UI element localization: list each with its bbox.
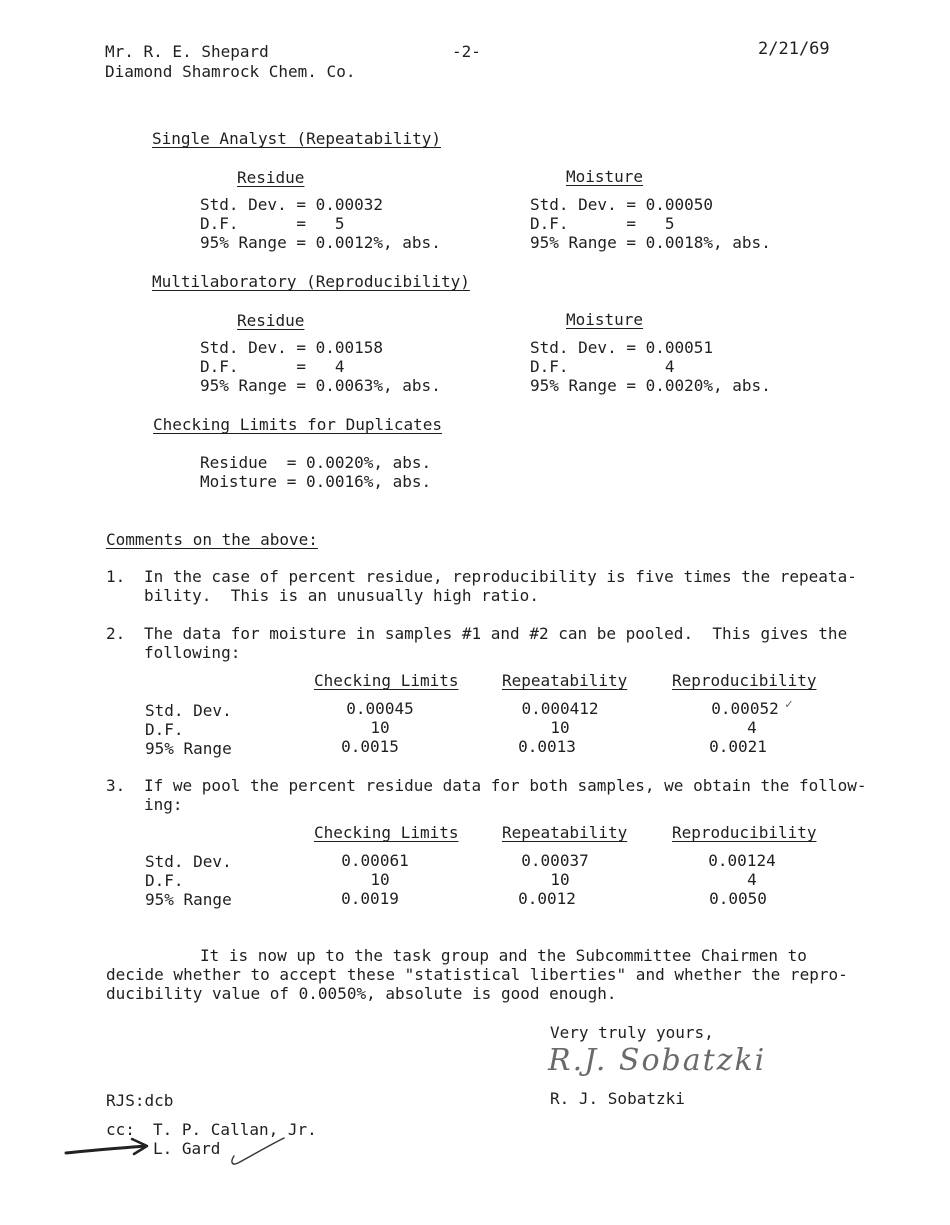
table-cell: 10: [550, 870, 570, 889]
multilab-residue-range: 95% Range = 0.0063%, abs.: [200, 376, 441, 395]
handwritten-signature: R.J. Sobatzki: [548, 1043, 767, 1078]
table-cell: 10: [370, 718, 390, 737]
multilab-moisture-title: Moisture: [566, 310, 644, 329]
multilab-residue-title: Residue: [237, 311, 305, 330]
table-cell: 0.0021: [709, 737, 767, 756]
multilab-moisture-std-dev: Std. Dev. = 0.00051: [530, 338, 714, 357]
multilab-moisture-df: D.F. 4: [530, 357, 675, 376]
page-number: -2-: [452, 42, 481, 61]
table-header: Repeatability: [502, 823, 628, 842]
table-cell: 10: [550, 718, 570, 737]
cc-recipient-1: T. P. Callan, Jr.: [153, 1120, 317, 1139]
table-cell: 0.0015: [341, 737, 399, 756]
single-moisture-df: D.F. = 5: [530, 214, 675, 233]
table-header: Reproducibility: [672, 671, 817, 690]
single-residue-range: 95% Range = 0.0012%, abs.: [200, 233, 441, 252]
single-moisture-std-dev: Std. Dev. = 0.00050: [530, 195, 714, 214]
table-cell: 0.000412: [521, 699, 599, 718]
table-header: Checking Limits: [314, 823, 459, 842]
table-cell: 0.0050: [709, 889, 767, 908]
typist-initials: RJS:dcb: [106, 1091, 174, 1110]
table-cell: 4: [747, 718, 757, 737]
single-analyst-heading: Single Analyst (Repeatability): [152, 129, 441, 148]
recipient-company: Diamond Shamrock Chem. Co.: [105, 62, 356, 81]
comment-2-line-2: following:: [144, 643, 241, 662]
letter-date: 2/21/69: [758, 39, 830, 59]
comment-1-line-1: In the case of percent residue, reproducibility is five times the repeata-: [144, 567, 857, 586]
single-moisture-range: 95% Range = 0.0018%, abs.: [530, 233, 771, 252]
table-header: Reproducibility: [672, 823, 817, 842]
table-cell: 0.0019: [341, 889, 399, 908]
checking-limits-heading: Checking Limits for Duplicates: [153, 415, 442, 434]
single-residue-df: D.F. = 5: [200, 214, 345, 233]
closing-line-1: It is now up to the task group and the Subcommittee Chairmen to: [200, 946, 807, 965]
salutation: Very truly yours,: [550, 1023, 714, 1042]
comment-3-number: 3.: [106, 776, 126, 795]
table-cell: 0.00037: [521, 851, 589, 870]
table-cell: 4: [747, 870, 757, 889]
closing-line-2: decide whether to accept these "statistical liberties" and whether the repro-: [106, 965, 848, 984]
table-header: Checking Limits: [314, 671, 459, 690]
multilab-moisture-range: 95% Range = 0.0020%, abs.: [530, 376, 771, 395]
comments-heading: Comments on the above:: [106, 530, 318, 549]
cc-label: cc:: [106, 1120, 135, 1139]
hand-drawn-arrow-icon: [62, 1136, 152, 1160]
table-cell: 0.00124: [708, 851, 776, 870]
comment-3-line-2: ing:: [144, 795, 183, 814]
multilab-residue-df: D.F. = 4: [200, 357, 345, 376]
closing-line-3: ducibility value of 0.0050%, absolute is good enough.: [106, 984, 617, 1003]
comment-1-line-2: bility. This is an unusually high ratio.: [144, 586, 539, 605]
checking-limits-moisture: Moisture = 0.0016%, abs.: [200, 472, 432, 491]
row-label: D.F.: [145, 720, 184, 739]
typed-name: R. J. Sobatzki: [550, 1089, 685, 1108]
row-label: 95% Range: [145, 890, 232, 909]
table-header: Repeatability: [502, 671, 628, 690]
table-cell: 0.0012: [518, 889, 576, 908]
table-cell: 0.00045: [346, 699, 414, 718]
comment-1-number: 1.: [106, 567, 126, 586]
multilab-residue-std-dev: Std. Dev. = 0.00158: [200, 338, 384, 357]
table-cell: 0.00061: [341, 851, 409, 870]
hand-drawn-check-icon: [226, 1136, 288, 1168]
table-cell: 0.0013: [518, 737, 576, 756]
row-label: D.F.: [145, 871, 184, 890]
comment-3-line-1: If we pool the percent residue data for both samples, we obtain the follow-: [144, 776, 867, 795]
single-residue-std-dev: Std. Dev. = 0.00032: [200, 195, 384, 214]
comment-2-number: 2.: [106, 624, 126, 643]
recipient-name: Mr. R. E. Shepard: [105, 42, 269, 61]
check-mark-icon: ✓: [785, 697, 793, 712]
checking-limits-residue: Residue = 0.0020%, abs.: [200, 453, 432, 472]
table-cell: 10: [370, 870, 390, 889]
single-moisture-title: Moisture: [566, 167, 644, 186]
row-label: Std. Dev.: [145, 701, 232, 720]
multilab-heading: Multilaboratory (Reproducibility): [152, 272, 470, 291]
cc-recipient-2: L. Gard: [153, 1139, 221, 1158]
single-residue-title: Residue: [237, 168, 305, 187]
row-label: Std. Dev.: [145, 852, 232, 871]
comment-2-line-1: The data for moisture in samples #1 and #2 can be pooled. This gives the: [144, 624, 848, 643]
table-cell: 0.00052: [711, 699, 779, 718]
row-label: 95% Range: [145, 739, 232, 758]
